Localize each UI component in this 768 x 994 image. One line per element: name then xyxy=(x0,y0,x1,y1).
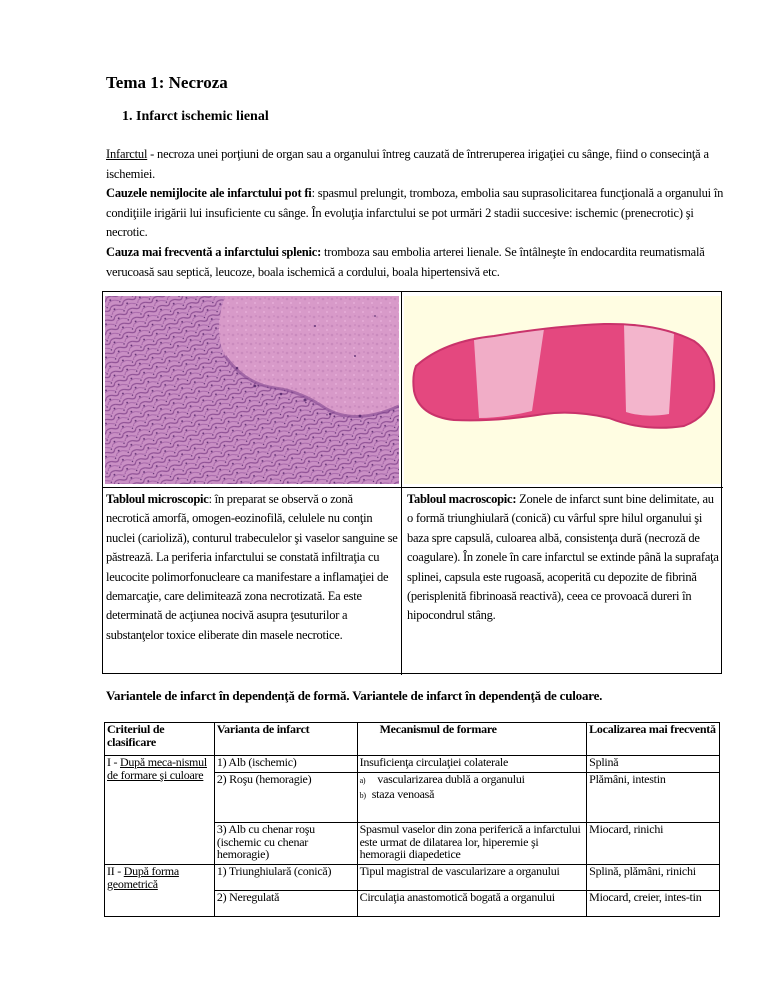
cell-mechanism: Insuficienţa circulaţiei colaterale xyxy=(357,756,587,773)
table-row xyxy=(105,865,720,891)
cell-location: Miocard, rinichi xyxy=(587,823,720,865)
cell-variant: 3) Alb cu chenar roşu (ischemic cu chenar hemoragie) xyxy=(214,823,357,865)
causes-text: : spasmul prelungit, tromboza, embolia sau suprasolicitarea funcţională a organului în condiţiile irigării lui insuficiente cu sânge. În evoluţia infarctului se pot urmări 2 stadii succesive: ischemic (prenecrotic) şi necrotic. xyxy=(106,186,724,240)
header-criterion: Criteriul de clasificare xyxy=(105,723,215,756)
intro-paragraph-causes xyxy=(106,184,726,243)
criterion-2-number: II - xyxy=(107,864,124,878)
page-title: Tema 1: Necroza xyxy=(106,73,228,92)
figure-table-divider-horizontal xyxy=(103,487,723,488)
mechanism-b-text: staza venoasă xyxy=(371,786,435,801)
term-causes: Cauzele nemijlocite ale infarctului pot fi xyxy=(106,186,312,201)
micro-text: : în preparat se observă o zonă necrotică amorfă, omogen-eozinofilă, celulele nu conţin nuclei (carioliză), conturul trabeculelor şi vaselor sanguine se păstrează. La periferia infarctului se constată infiltraţia cu leucocite polimorfonucleare ca manifestare a inflamaţiei de demarcaţie, care delimitează zona necrotizată. Ea este determinată de acţiunea nocivă asupra ţesuturilor a substanţelor toxice eliberate din masele necrotice. xyxy=(106,492,398,642)
cell-variant: 2) Roşu (hemoragie) xyxy=(214,773,357,823)
criterion-1-number: I - xyxy=(107,755,120,769)
microscopic-slide-illustration xyxy=(105,296,399,484)
splenic-text: tromboza sau embolia arterei lienale. Se întâlneşte în endocardita reumatismală verucoasă sau septică, leucoze, boala ischemică a cordului, boala hipertensivă etc. xyxy=(106,244,705,279)
intro-paragraph-definition xyxy=(106,145,726,184)
figure-table-divider-vertical xyxy=(401,292,402,675)
section-heading: 1. Infarct ischemic lienal xyxy=(122,109,269,124)
cell-location: Plămâni, intestin xyxy=(587,773,720,823)
header-location: Localizarea mai frecventă xyxy=(587,723,720,756)
spleen-section-illustration xyxy=(404,296,721,484)
table-header-row xyxy=(105,723,720,756)
criterion-mechanism-color xyxy=(105,756,215,865)
variants-heading: Variantele de infarct în dependenţă de formă. Variantele de infarct în dependenţă de culoare. xyxy=(106,688,603,703)
mechanism-a-text: vascularizarea dublă a organului xyxy=(377,772,525,786)
list-marker-b: b) xyxy=(359,790,366,800)
cell-variant: 2) Neregulată xyxy=(214,891,357,917)
cell-location: Splină, plămâni, rinichi xyxy=(587,865,720,891)
term-splenic: Cauza mai frecventă a infarctului splenic: xyxy=(106,244,322,259)
criterion-shape xyxy=(105,865,215,917)
macroscopic-image xyxy=(404,296,721,484)
criterion-2-text: După forma geometrică xyxy=(107,864,179,891)
header-mechanism: Mecanismul de formare xyxy=(357,723,587,756)
macro-text: Zonele de infarct sunt bine delimitate, au o formă triunghiulară (conică) cu vârful spre hilul organului şi baza spre capsulă, culoarea albă, consistenţa dură (necroză de coagulare). În zonele în care infarctul se extinde până la suprafaţa splinei, capsula este rugoasă, acoperită cu depozite de fibrină (perisplenită fibrinoasă reactivă), ceea ce provoacă dureri în hipocondrul stâng. xyxy=(407,492,719,623)
cell-mechanism: Tipul magistral de vascularizare a organului xyxy=(357,865,587,891)
figure-table xyxy=(102,291,722,674)
cell-location: Miocard, creier, intes-tin xyxy=(587,891,720,917)
intro-text xyxy=(106,145,726,282)
microscopic-image xyxy=(105,296,399,484)
intro-paragraph-splenic xyxy=(106,243,726,282)
cell-mechanism: Spasmul vaselor din zona periferică a infarctului este urmat de dilatarea lor, hiperemie şi hemoragii diapedetice xyxy=(357,823,587,865)
term-infarct: Infarctul xyxy=(106,147,148,161)
mechanism-line-b xyxy=(360,788,585,803)
macro-label: Tabloul macroscopic: xyxy=(407,492,517,506)
list-marker-a: a) xyxy=(359,776,366,785)
cell-mechanism: Circulaţia anastomotică bogată a organului xyxy=(357,891,587,917)
cell-variant: 1) Alb (ischemic) xyxy=(214,756,357,773)
cell-variant: 1) Triunghiulară (conică) xyxy=(214,865,357,891)
cell-mechanism xyxy=(357,773,587,823)
header-variant: Varianta de infarct xyxy=(214,723,357,756)
classification-table xyxy=(104,722,720,917)
definition-text: - necroza unei porţiuni de organ sau a organului întreg cauzată de întreruperea irigaţiei cu sânge, fiind o consecinţă a ischemiei. xyxy=(106,147,709,181)
table-row xyxy=(105,756,720,773)
cell-location: Splină xyxy=(587,756,720,773)
mechanism-line-a xyxy=(360,773,585,788)
criterion-1-text: După meca-nismul de formare şi culoare xyxy=(107,755,207,782)
macroscopic-description xyxy=(407,490,719,626)
microscopic-description xyxy=(106,490,399,645)
micro-label: Tabloul microscopic xyxy=(106,492,209,506)
